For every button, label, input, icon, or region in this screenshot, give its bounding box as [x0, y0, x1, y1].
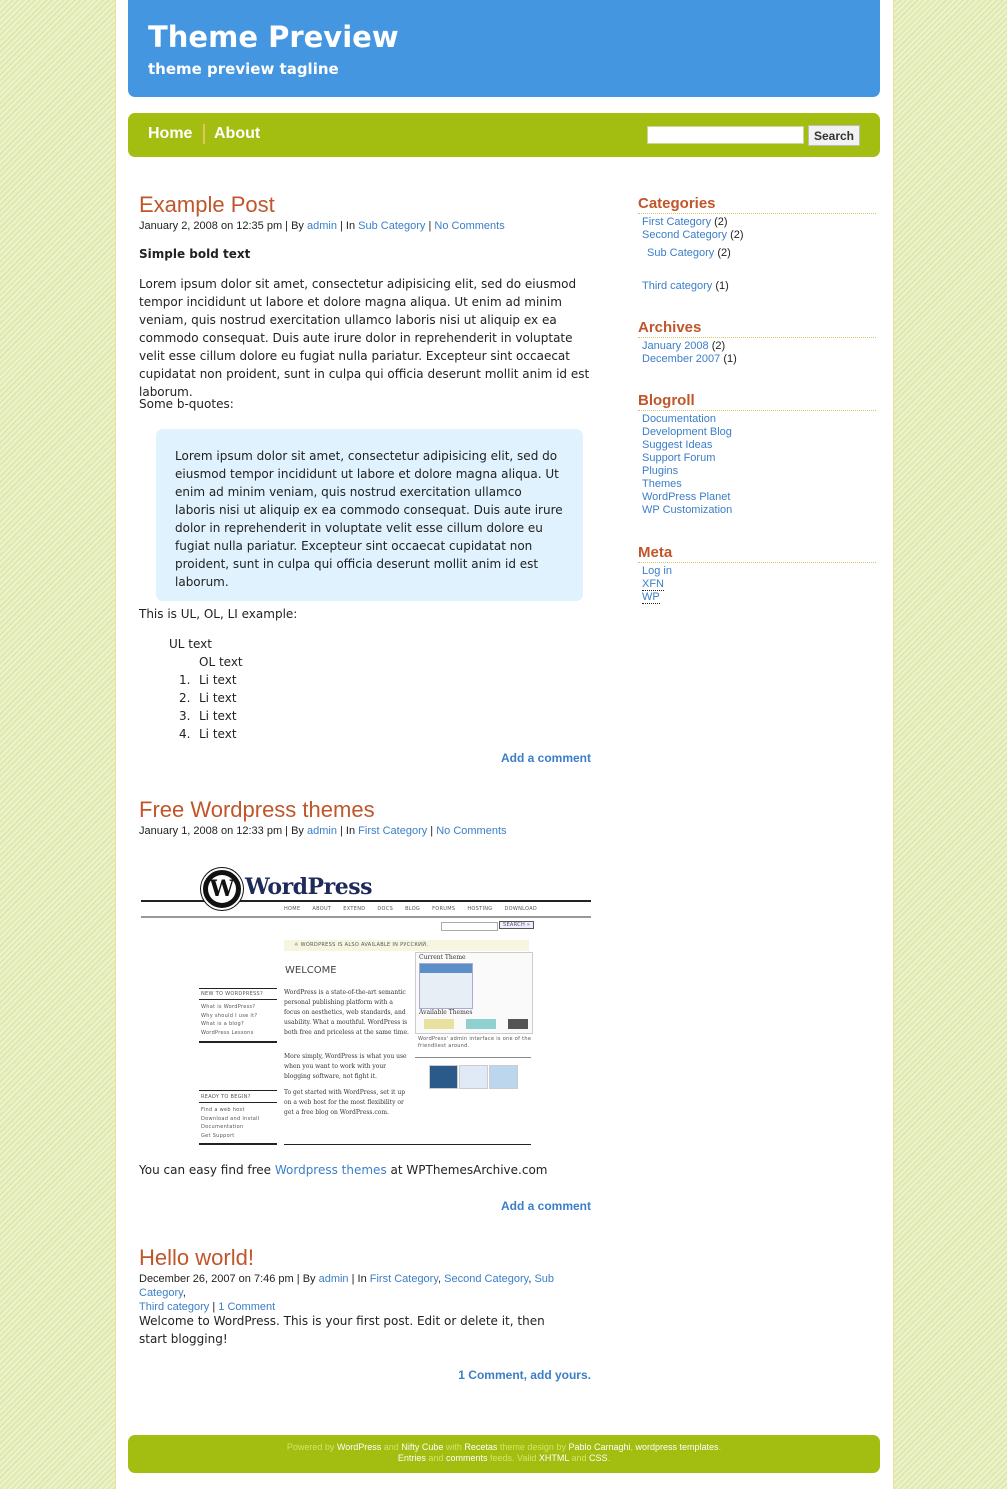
archive-link[interactable]: December 2007: [642, 353, 721, 365]
ordered-list: [179, 671, 237, 743]
archive-item: January 2008 (2): [642, 340, 726, 352]
wp-link[interactable]: WP: [642, 591, 660, 603]
blogroll-link[interactable]: Development Blog: [642, 426, 732, 438]
list-item: 2. Li text: [179, 691, 237, 705]
footer-text: ,: [630, 1442, 636, 1452]
post-paragraph: Welcome to WordPress. This is your first post. Edit or delete it, then start blogging!: [139, 1314, 545, 1346]
bquote-intro: Some b-quotes:: [139, 397, 234, 411]
add-comment-link[interactable]: 1 Comment, add yours.: [458, 1368, 591, 1382]
author-link[interactable]: admin: [306, 220, 337, 232]
category-link[interactable]: First Category: [642, 216, 712, 228]
post-meta: January 2, 2008 on 12:35 pm | By admin | In Sub Category | No Comments: [139, 220, 505, 232]
post: [139, 1244, 599, 1382]
blogroll-link[interactable]: Plugins: [642, 465, 679, 477]
comments-link[interactable]: 1 Comment: [218, 1301, 276, 1313]
blogroll-link[interactable]: WP Customization: [642, 504, 733, 516]
footer-link[interactable]: Nifty Cube: [401, 1442, 444, 1452]
site-footer: [128, 1435, 880, 1473]
wordpress-screenshot-image: W WordPress HOME ABOUT EXTEND DOCS BLOG FORUMS HOSTING DOWNLOAD SEARCH » ☼ WORDPRESS IS ALSO AVAILABLE IN РУССКИЙ. WELCOME NEW TO WORDPRESS? What is WordPress? Why should I use it? What is a blog? WordPress Lessons READY TO BEGIN? Find a web host Download and Install Documentation Get Support WordPress is a state-of-the-art semantic personal publishing platform with a focus on aesthetics, web standards, and usability. What a mouthful. WordPress is both free and priceless at the same time. More simply, WordPress is what you use when you want to work with your blogging software, not fight it. To get started with WordPress, set it up on a web host for the most flexibility or get a free blog on WordPress.com. Current Theme Available Themes WordPress' admin interface is one of the friendliest around.: [139, 860, 594, 1150]
post-paragraph: Lorem ipsum dolor sit amet, consectetur adipisicing elit, sed do eiusmod tempor incididunt ut labore et dolore magna aliqua. Ut enim ad minim veniam, quis nostrud exercitation ullamco laboris nisi ut aliquip ex ea commodo consequat. Duis aute irure dolor in reprehenderit in voluptate velit esse cillum dolore eu fugiat nulla pariatur. Excepteur sint occaecat cupidatat non proident, sunt in culpa qui officia deserunt mollit anim id est laborum.: [139, 277, 590, 399]
blogroll-link[interactable]: Suggest Ideas: [642, 439, 713, 451]
footer-link[interactable]: wordpress templates: [635, 1442, 719, 1452]
category-link[interactable]: Sub Category: [358, 220, 426, 232]
post-title-link[interactable]: Example Post: [139, 192, 275, 217]
widget-title: Blogroll: [638, 392, 876, 411]
blockquote: Lorem ipsum dolor sit amet, consectetur adipisicing elit, sed do eiusmod tempor incididunt ut labore et dolore magna aliqua. Ut enim ad minim veniam, quis nostrud exercitation ullamco laboris nisi ut aliquip ex ea commodo consequat. Duis aute irure dolor in reprehenderit in voluptate velit esse cillum dolore eu fugiat nulla pariatur. Excepteur sint occaecat cupidatat non proident, sunt in culpa qui officia deserunt mollit anim id est laborum.: [156, 429, 583, 601]
add-comment-link[interactable]: Add a comment: [500, 1199, 591, 1213]
add-comment-link[interactable]: Add a comment: [500, 751, 591, 765]
footer-text: and: [569, 1453, 590, 1463]
archive-item: December 2007 (1): [642, 353, 737, 365]
widget-meta: [638, 544, 876, 604]
category-link[interactable]: First Category: [369, 1273, 439, 1285]
login-link[interactable]: Log in: [642, 565, 672, 577]
post: [139, 191, 599, 765]
widget-archives: [638, 319, 876, 366]
footer-link[interactable]: XHTML: [538, 1453, 570, 1463]
widget-blogroll: [638, 392, 876, 517]
footer-link[interactable]: Recetas: [464, 1442, 498, 1452]
category-link[interactable]: Third category: [139, 1301, 210, 1313]
widget-categories: [638, 195, 876, 293]
page-container: [115, 0, 894, 1489]
ol-text: OL text: [199, 655, 243, 669]
wordpress-logo-icon: W: [201, 868, 243, 910]
blogroll-link[interactable]: Documentation: [642, 413, 716, 425]
search-button[interactable]: Search: [808, 125, 860, 146]
category-item: Sub Category (2): [647, 247, 731, 259]
footer-line-1: [128, 1442, 880, 1453]
archive-link[interactable]: January 2008: [642, 340, 709, 352]
footer-link[interactable]: CSS: [589, 1453, 608, 1463]
post-paragraph: You can easy find free Wordpress themes at WPThemesArchive.com: [139, 1163, 548, 1177]
footer-link[interactable]: Pablo Carnaghi: [568, 1442, 631, 1452]
xfn-link[interactable]: XFN: [642, 578, 664, 590]
footer-link[interactable]: comments: [445, 1453, 488, 1463]
footer-text: with: [443, 1442, 465, 1452]
comments-link[interactable]: No Comments: [436, 825, 507, 837]
post-meta: December 26, 2007 on 7:46 pm | By admin | In First Category, Second Category, Sub Category, Third category | 1 Comment: [139, 1273, 555, 1313]
site-tagline: theme preview tagline: [148, 60, 339, 78]
category-link[interactable]: First Category: [358, 825, 428, 837]
nav-about[interactable]: About: [214, 125, 261, 142]
list-item: 4. Li text: [179, 727, 237, 741]
bold-text: Simple bold text: [139, 247, 251, 261]
post-title-link[interactable]: Free Wordpress themes: [139, 797, 375, 822]
category-link[interactable]: Sub Category: [139, 1273, 555, 1299]
blogroll-link[interactable]: WordPress Planet: [642, 491, 731, 503]
footer-text: .: [718, 1442, 722, 1452]
category-item: Second Category (2): [642, 229, 744, 241]
footer-text: theme design by: [497, 1442, 569, 1452]
wordpress-themes-link[interactable]: Wordpress themes: [274, 1163, 387, 1177]
list-intro: This is UL, OL, LI example:: [139, 607, 298, 621]
comments-link[interactable]: No Comments: [434, 220, 505, 232]
list-item: 1. Li text: [179, 673, 237, 687]
category-link[interactable]: Second Category: [444, 1273, 529, 1285]
category-link[interactable]: Third category: [642, 280, 713, 292]
footer-link[interactable]: WordPress: [336, 1442, 382, 1452]
footer-text: and: [425, 1453, 446, 1463]
footer-text: and: [381, 1442, 402, 1452]
post-meta: January 1, 2008 on 12:33 pm | By admin | In First Category | No Comments: [139, 825, 507, 837]
site-title[interactable]: Theme Preview: [148, 20, 399, 54]
category-item: First Category (2): [642, 216, 728, 228]
list-item: 3. Li text: [179, 709, 237, 723]
nav-home[interactable]: Home: [148, 125, 193, 142]
footer-text: .: [607, 1453, 611, 1463]
search-input[interactable]: [647, 126, 804, 144]
author-link[interactable]: admin: [306, 825, 337, 837]
category-link[interactable]: Sub Category: [647, 247, 715, 259]
widget-title: Categories: [638, 195, 876, 214]
post-title-link[interactable]: Hello world!: [139, 1245, 254, 1270]
category-link[interactable]: Second Category: [642, 229, 727, 241]
blogroll-link[interactable]: Support Forum: [642, 452, 716, 464]
widget-title: Archives: [638, 319, 876, 338]
blogroll-link[interactable]: Themes: [642, 478, 682, 490]
widget-title: Meta: [638, 544, 876, 563]
post: [139, 796, 599, 838]
nav-separator: [203, 124, 205, 144]
author-link[interactable]: admin: [318, 1273, 349, 1285]
site-header: [128, 0, 880, 97]
footer-text: Powered by: [286, 1442, 337, 1452]
footer-link[interactable]: Entries: [397, 1453, 426, 1463]
main-nav: [128, 113, 880, 157]
ul-text: UL text: [169, 637, 212, 651]
category-item: Third category (1): [642, 280, 729, 292]
footer-text: feeds. Valid: [487, 1453, 539, 1463]
footer-line-2: [128, 1453, 880, 1464]
